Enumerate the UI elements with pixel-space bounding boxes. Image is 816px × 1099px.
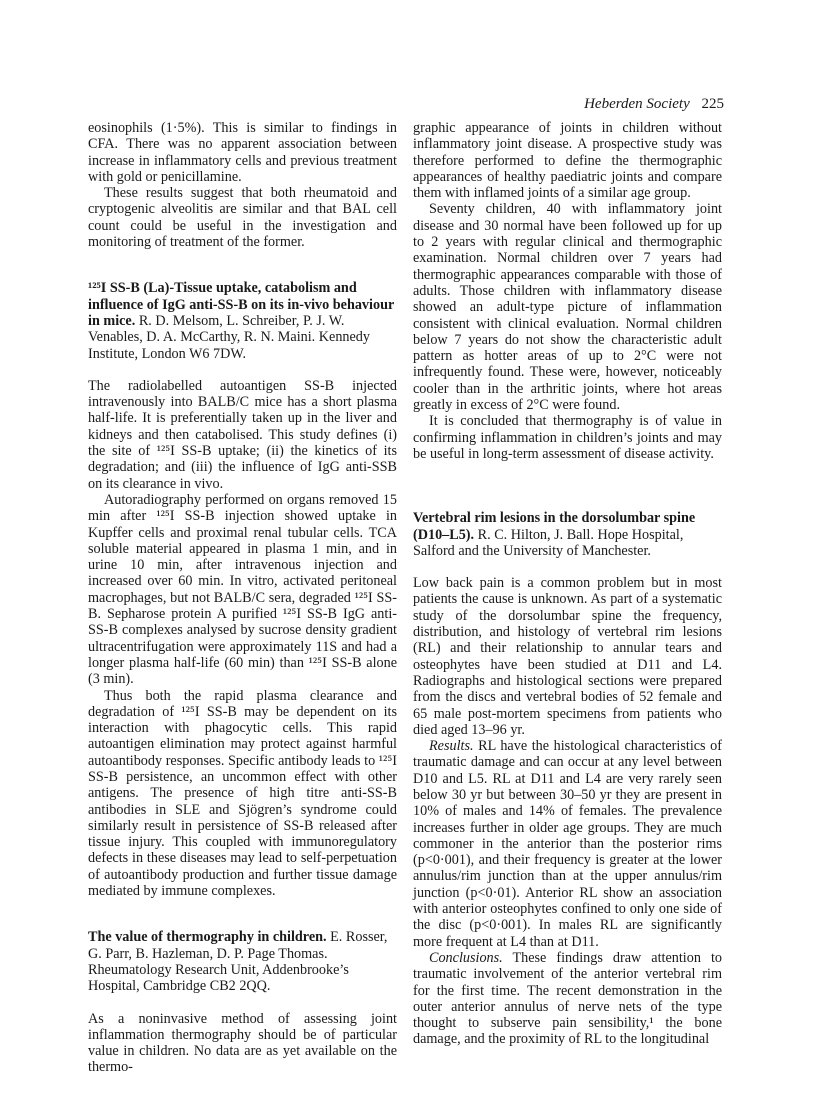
left-column-top [88,120,397,250]
abstract-authors: E. Rosser, G. Parr, B. Hazleman, D. P. Page Thomas. Rheumatology Research Unit, Addenbrooke’s Hospital, Cambridge CB2 2QQ. [88,929,388,995]
paragraph-conclusions [413,950,722,1048]
abstract-title: ¹²⁵I SS-B (La)-Tissue uptake, catabolism and influence of IgG anti-SS-B on its in-vivo behaviour in mice. [88,280,394,329]
conclusions-label: Conclusions. [429,949,503,966]
paragraph: It is concluded that thermography is of value in confirming inflammation in children’s joints and may be useful in long-term assessment of disease activity. [413,413,722,462]
paragraph: eosinophils (1·5%). This is similar to findings in CFA. There was no apparent association between increase in inflammatory cells and previous treatment with gold or penicillamine. [88,120,397,185]
paragraph-results [413,738,722,950]
paragraph: The radiolabelled autoantigen SS-B injected intravenously into BALB/C mice has a short plasma half-life. It is preferentially taken up in the liver and kidneys and then catabolised. This study defines (i) the site of ¹²⁵I SS-B uptake; (ii) the kinetics of its degradation; and (iii) the influence of IgG anti-SSB on its clearance in vivo. [88,377,397,492]
paragraph: Low back pain is a common problem but in most patients the cause is unknown. As part of a systematic study of the dorsolumbar spine the frequency, distribution, and histology of vertebral rim lesions (RL) and their relationship to annular tears and osteophytes have been studied at D11 and L4. Radiographs and histological sections were prepared from the discs and vertebral bodies of 52 female and 65 male post-mortem specimens from patients who died aged 13–96 yr. [413,575,722,738]
abstract-thermography-body [88,1011,397,1076]
paragraph: These results suggest that both rheumatoid and cryptogenic alveolitis are similar and that BAL cell count could be useful in the investigation and monitoring of treatment of the former. [88,185,397,251]
left-column [88,120,397,1096]
paragraph: As a noninvasive method of assessing joint inflammation thermography should be of particular value in children. No data are as yet available on the thermo- [88,1010,397,1076]
abstract-vertebral-header [413,510,722,559]
abstract-ssb-body [88,378,397,900]
results-text: RL have the histological characteristics of traumatic damage and can occur at any level between D10 and L5. RL at D11 and L4 are very rarely seen below 30 yr but between 30–50 yr they are present in 10% of males and 14% of females. The prevalence increases further in older age groups. They are much commoner in the anterior than the posterior rims (p<0·001), and their frequency is greater at the lower annulus/rim junction than at the upper annulus/rim junction (p<0·01). Anterior RL show an association with anterior osteophytes confined to only one side of the disc (p<0·001). In males RL are significantly more frequent at L4 than at D11. [413,738,722,950]
paragraph: Autoradiography performed on organs removed 15 min after ¹²⁵I SS-B injection showed uptake in Kupffer cells and proximal renal tubular cells. TCA soluble material appeared in plasma 1 min, and in urine 10 min, after intravenous injection and increased over 60 min. In vitro, activated peritoneal macrophages, but not BALB/C sera, degraded ¹²⁵I SS-B. Sepharose protein A purified ¹²⁵I SS-B IgG anti-SS-B complexes analysed by sucrose density gradient ultracentrifugation were approximately 11S and had a longer plasma half-life (60 min) than ¹²⁵I SS-B alone (3 min). [88,491,397,688]
right-column-top [413,120,722,462]
abstract-vertebral-body [413,575,722,1048]
running-header [584,96,724,113]
abstract-title: Vertebral rim lesions in the dorsolumbar spine (D10–L5). [413,510,696,543]
abstract-thermography-header [88,929,397,994]
page-number: 225 [701,96,724,112]
abstract-authors: R. C. Hilton, J. Ball. Hope Hospital, Salford and the University of Manchester. [413,526,684,559]
right-column [413,120,722,1068]
paragraph: graphic appearance of joints in children without inflammatory joint disease. A prospective study was therefore performed to define the thermographic appearances of healthy paediatric joints and compare them with inflamed joints of a similar age group. [413,120,722,202]
paragraph: Thus both the rapid plasma clearance and degradation of ¹²⁵I SS-B may be dependent on its interaction with phagocytic cells. This rapid autoantigen elimination may protect against harmful autoantibody responses. Specific antibody leads to ¹²⁵I SS-B persistence, an uncommon effect with other antigens. The presence of high titre anti-SS-B antibodies in SLE and Sjögren’s syndrome could similarly result in persistence of SS-B released after tissue injury. This coupled with immunoregulatory defects in these diseases may lead to self-perpetuation of autoantibody production and further tissue damage mediated by immune complexes. [88,687,397,900]
conclusions-text: These findings draw attention to traumatic involvement of the anterior vertebral rim for the first time. The recent demonstration in the outer anterior annulus of nerve nets of the type thought to subserve pain sensibility,¹ the bone damage, and the proximity of RL to the longitudinal [413,949,722,1048]
abstract-authors: R. D. Melsom, L. Schreiber, P. J. W. Venables, D. A. McCarthy, R. N. Maini. Kennedy Institute, London W6 7DW. [88,312,370,362]
abstract-ssb-header [88,280,397,361]
paragraph: Seventy children, 40 with inflammatory joint disease and 30 normal have been followed up for up to 2 years with regular clinical and thermographic examination. Normal children over 7 years had thermographic appearances comparable with those of adults. Those children with inflammatory disease showed an adult-type picture of inflammation consistent with clinical evaluation. Normal children below 7 years do not show the characteristic adult pattern as hotter areas of up to 2°C were not infrequently found. These were, however, noticeably cooler than in the arthritic joints, where hot areas greatly in excess of 2°C were found. [413,201,722,414]
journal-name: Heberden Society [584,96,690,112]
abstract-title: The value of thermography in children. [88,929,327,946]
results-label: Results. [429,738,474,755]
